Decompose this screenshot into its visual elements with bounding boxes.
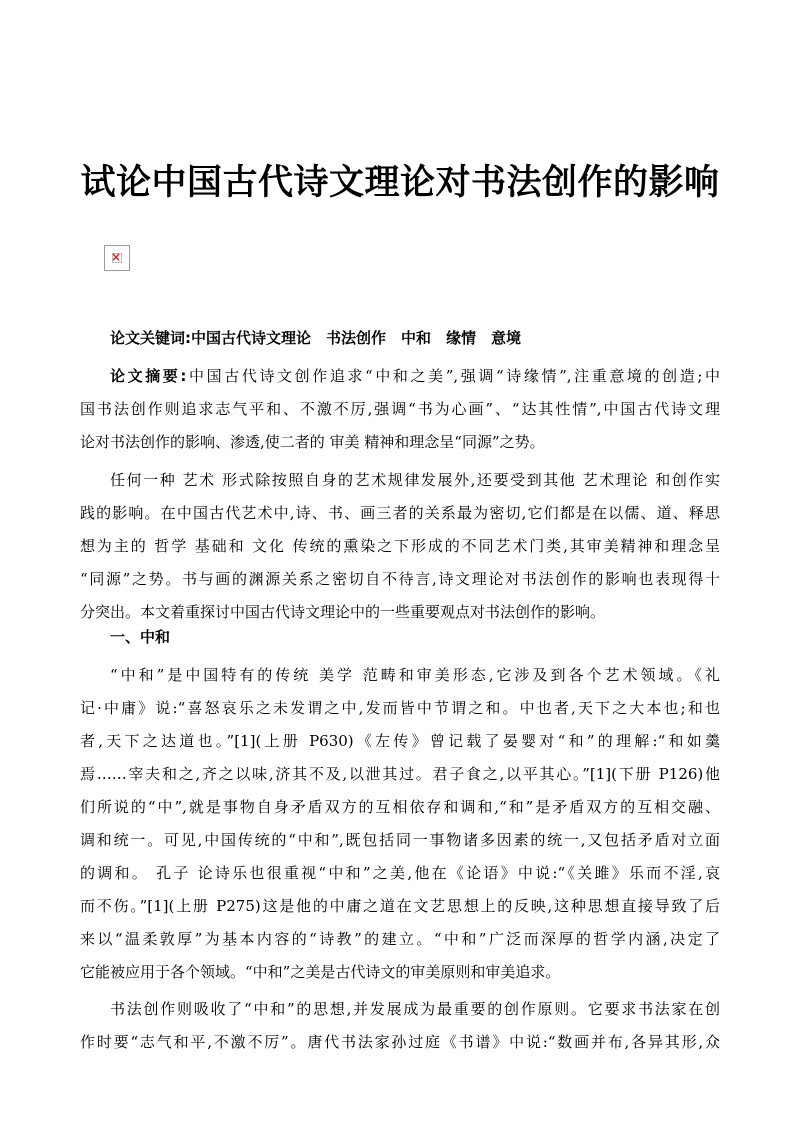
abstract-line: 论文摘要:中国古代诗文创作追求“中和之美”,强调“诗缘情”,注重意境的创造;中 xyxy=(110,367,720,385)
section-line: 者,天下之达道也。”[1](上册 P630)《左传》曾记载了晏婴对“和”的理解:“和如羹 xyxy=(80,732,720,750)
section-line: 们所说的“中”,就是事物自身矛盾双方的互相依存和调和,“和”是矛盾双方的互相交融、 xyxy=(80,798,720,816)
section-line: 来以“温柔敦厚”为基本内容的“诗教”的建立。“中和”广泛而深厚的哲学内涵,决定了 xyxy=(80,930,720,948)
final-line: 书法创作则吸收了“中和”的思想,并发展成为最重要的创作原则。它要求书法家在创 xyxy=(110,1000,720,1018)
intro-line: 分突出。本文着重探讨中国古代诗文理论中的一些重要观点对书法创作的影响。 xyxy=(80,603,606,621)
section-line: 而不伤。”[1](上册 P275)这是他的中庸之道在文艺思想上的反映,这种思想直接导致了后 xyxy=(80,897,720,915)
section-line: 的调和。 孔子 论诗乐也很重视“中和”之美,他在《论语》中说:“《关雎》乐而不淫,哀 xyxy=(80,864,720,882)
keywords-line xyxy=(110,328,521,348)
intro-line: “同源”之势。书与画的渊源关系之密切自不待言,诗文理论对书法创作的影响也表现得十 xyxy=(80,570,720,588)
section-heading: 一、中和 xyxy=(110,628,171,646)
section-line: 焉……宰夫和之,齐之以味,济其不及,以泄其过。君子食之,以平其心。”[1](下册 P126)他 xyxy=(80,765,720,783)
keywords-label: 论文关键词: xyxy=(110,329,191,347)
intro-line: 想为主的 哲学 基础和 文化 传统的熏染之下形成的不同艺术门类,其审美精神和理念呈 xyxy=(80,537,720,555)
section-line: “中和”是中国特有的传统 美学 范畴和审美形态,它涉及到各个艺术领域。《礼 xyxy=(110,666,720,684)
section-line: 调和统一。可见,中国传统的“中和”,既包括同一事物诸多因素的统一,又包括矛盾对立面 xyxy=(80,831,720,849)
page-title: 试论中国古代诗文理论对书法创作的影响 xyxy=(80,163,720,203)
abstract-line: 论对书法创作的影响、渗透,使二者的 审美 精神和理念呈“同源”之势。 xyxy=(80,433,545,451)
abstract-label: 论文摘要: xyxy=(110,367,187,385)
intro-line: 践的影响。在中国古代艺术中,诗、书、画三者的关系最为密切,它们都是在以儒、道、释思 xyxy=(80,504,720,522)
intro-line: 任何一种 艺术 形式除按照自身的艺术规律发展外,还要受到其他 艺术理论 和创作实 xyxy=(110,471,720,489)
final-line: 作时要“志气和平,不激不厉”。唐代书法家孙过庭《书谱》中说:“数画并布,各异其形,众 xyxy=(80,1033,720,1051)
abstract-line: 国书法创作则追求志气平和、不激不厉,强调“书为心画”、“达其性情”,中国古代诗文理 xyxy=(80,400,720,418)
section-line: 它能被应用于各个领域。“中和”之美是古代诗文的审美原则和审美追求。 xyxy=(80,963,561,981)
section-line: 记·中庸》说:“喜怒哀乐之未发谓之中,发而皆中节谓之和。中也者,天下之大本也;和也 xyxy=(80,699,720,717)
keywords-text: 中国古代诗文理论 书法创作 中和 缘情 意境 xyxy=(191,329,522,347)
broken-image-icon: × xyxy=(104,245,130,271)
